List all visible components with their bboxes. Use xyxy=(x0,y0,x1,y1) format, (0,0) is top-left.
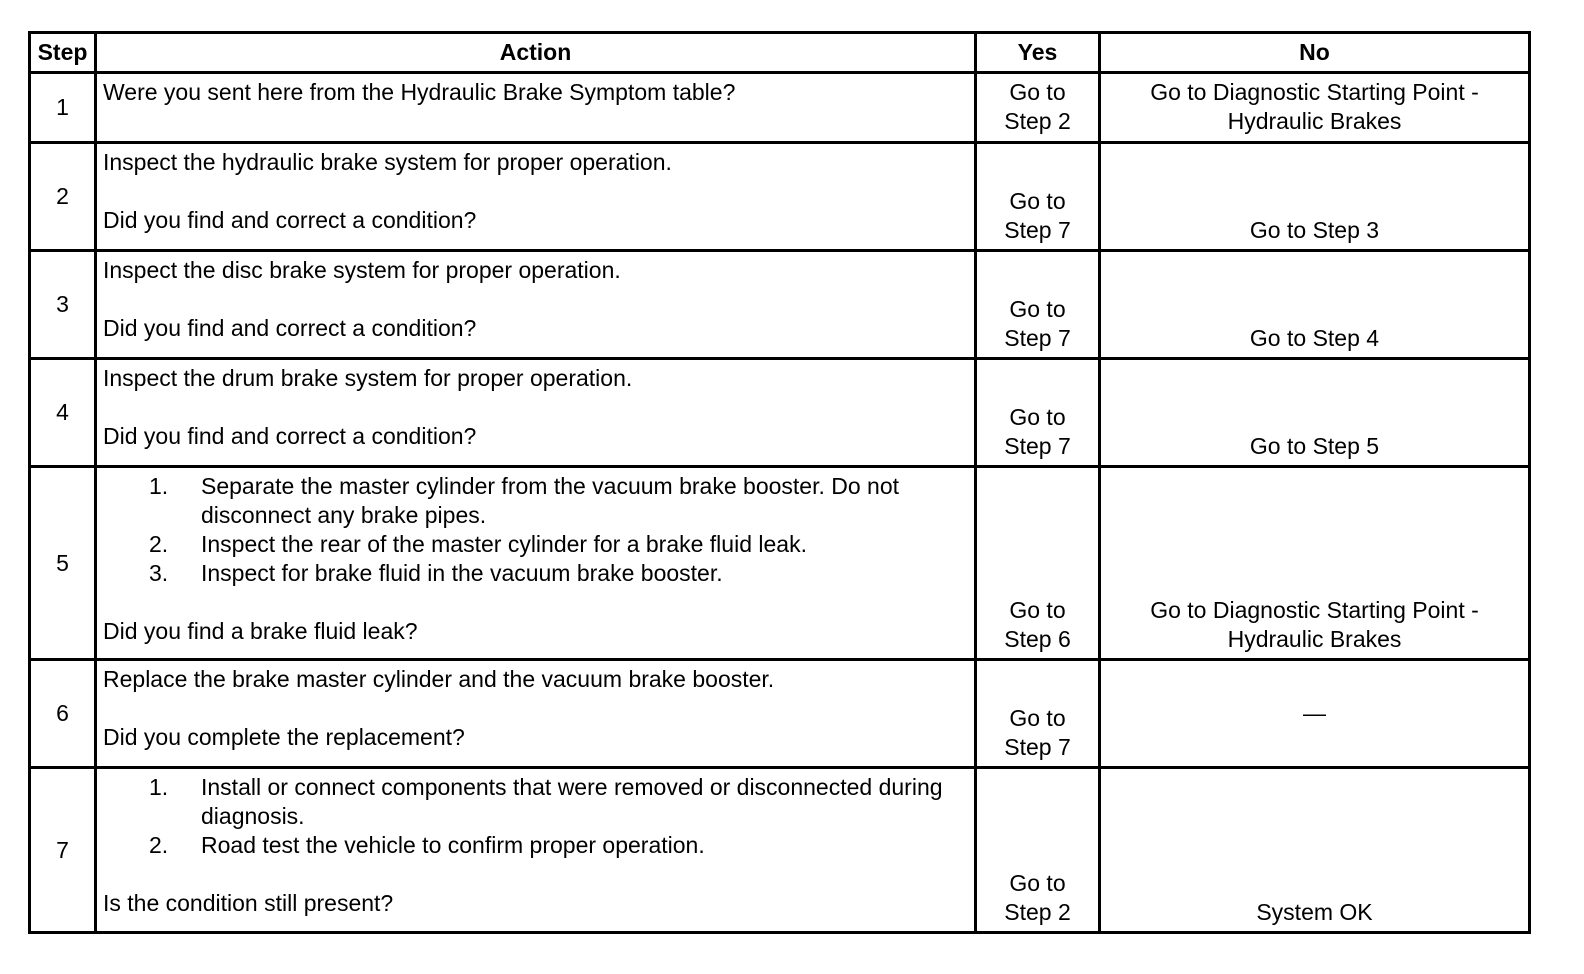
no-cell xyxy=(1100,359,1530,467)
action-text: Inspect the hydraulic brake system for proper operation. xyxy=(103,149,672,175)
table-row xyxy=(30,359,1530,467)
yes-line-1: Go to xyxy=(1009,296,1066,322)
table-row xyxy=(30,73,1530,143)
no-line-1: Go to Step 3 xyxy=(1249,217,1380,243)
list-item xyxy=(103,559,968,588)
yes-cell xyxy=(976,768,1100,933)
no-cell xyxy=(1100,768,1530,933)
table-row xyxy=(30,660,1530,768)
no-cell xyxy=(1100,73,1530,143)
table-row xyxy=(30,467,1530,660)
step-number: 1 xyxy=(30,73,96,143)
yes-cell xyxy=(976,660,1100,768)
header-yes: Yes xyxy=(976,33,1100,73)
action-text: Were you sent here from the Hydraulic Brake Symptom table? xyxy=(103,79,736,105)
no-cell xyxy=(1100,251,1530,359)
list-item-text: Inspect the rear of the master cylinder for a brake fluid leak. xyxy=(201,531,807,557)
step-number: 4 xyxy=(30,359,96,467)
action-question: Did you find a brake fluid leak? xyxy=(103,618,418,644)
yes-line-2: Step 2 xyxy=(1004,108,1071,134)
action-question: Is the condition still present? xyxy=(103,890,394,916)
yes-line-2: Step 7 xyxy=(1004,433,1071,459)
table-row xyxy=(30,768,1530,933)
no-line-1: System OK xyxy=(1256,899,1373,925)
list-item-number: 3. xyxy=(149,560,169,586)
yes-cell xyxy=(976,73,1100,143)
yes-line-1: Go to xyxy=(1009,404,1066,430)
no-line-2: Hydraulic Brakes xyxy=(1227,626,1402,652)
yes-cell xyxy=(976,467,1100,660)
action-cell xyxy=(96,143,976,251)
header-step: Step xyxy=(30,33,96,73)
no-line-1: Go to Step 5 xyxy=(1249,433,1380,459)
no-line-1: Go to Diagnostic Starting Point - xyxy=(1150,597,1479,623)
step-number: 7 xyxy=(30,768,96,933)
yes-line-2: Step 2 xyxy=(1004,899,1071,925)
action-cell xyxy=(96,359,976,467)
list-item-text: Inspect for brake fluid in the vacuum brake booster. xyxy=(201,560,723,586)
list-item-number: 2. xyxy=(149,531,169,557)
action-text: Inspect the drum brake system for proper operation. xyxy=(103,365,633,391)
list-item xyxy=(103,831,968,860)
yes-line-2: Step 7 xyxy=(1004,734,1071,760)
header-action: Action xyxy=(96,33,976,73)
step-number: 2 xyxy=(30,143,96,251)
table-row xyxy=(30,143,1530,251)
procedure-list xyxy=(103,472,968,588)
action-question: Did you find and correct a condition? xyxy=(103,207,477,233)
action-cell xyxy=(96,467,976,660)
yes-line-1: Go to xyxy=(1009,705,1066,731)
no-line-1: Go to Step 4 xyxy=(1249,325,1380,351)
yes-cell xyxy=(976,143,1100,251)
action-text: Replace the brake master cylinder and the vacuum brake booster. xyxy=(103,666,775,692)
list-item xyxy=(103,472,968,530)
procedure-list xyxy=(103,773,968,860)
no-line-2: Hydraulic Brakes xyxy=(1227,108,1402,134)
header-row xyxy=(30,33,1530,73)
action-cell xyxy=(96,768,976,933)
action-cell xyxy=(96,251,976,359)
no-cell xyxy=(1100,660,1530,768)
no-dash: — xyxy=(1303,700,1326,726)
action-cell xyxy=(96,73,976,143)
diagnostic-table xyxy=(28,31,1531,934)
yes-line-1: Go to xyxy=(1009,79,1066,105)
yes-line-2: Step 6 xyxy=(1004,626,1071,652)
action-question: Did you find and correct a condition? xyxy=(103,315,477,341)
step-number: 5 xyxy=(30,467,96,660)
yes-cell xyxy=(976,359,1100,467)
step-number: 3 xyxy=(30,251,96,359)
list-item xyxy=(103,773,968,831)
list-item-number: 2. xyxy=(149,832,169,858)
step-number: 6 xyxy=(30,660,96,768)
no-cell xyxy=(1100,143,1530,251)
no-cell xyxy=(1100,467,1530,660)
action-question: Did you complete the replacement? xyxy=(103,724,465,750)
yes-line-1: Go to xyxy=(1009,188,1066,214)
list-item-number: 1. xyxy=(149,473,169,499)
list-item-text: Install or connect components that were removed or disconnected during diagnosis. xyxy=(201,774,943,829)
list-item-number: 1. xyxy=(149,774,169,800)
table-row xyxy=(30,251,1530,359)
action-question: Did you find and correct a condition? xyxy=(103,423,477,449)
yes-line-2: Step 7 xyxy=(1004,325,1071,351)
no-line-1: Go to Diagnostic Starting Point - xyxy=(1150,79,1479,105)
action-text: Inspect the disc brake system for proper operation. xyxy=(103,257,621,283)
yes-line-1: Go to xyxy=(1009,870,1066,896)
header-no: No xyxy=(1100,33,1530,73)
list-item xyxy=(103,530,968,559)
list-item-text: Road test the vehicle to confirm proper operation. xyxy=(201,832,705,858)
yes-line-2: Step 7 xyxy=(1004,217,1071,243)
action-cell xyxy=(96,660,976,768)
diagnostic-table-wrapper xyxy=(28,31,1531,934)
list-item-text: Separate the master cylinder from the vacuum brake booster. Do not disconnect any brake pipes. xyxy=(201,473,900,528)
yes-line-1: Go to xyxy=(1009,597,1066,623)
yes-cell xyxy=(976,251,1100,359)
